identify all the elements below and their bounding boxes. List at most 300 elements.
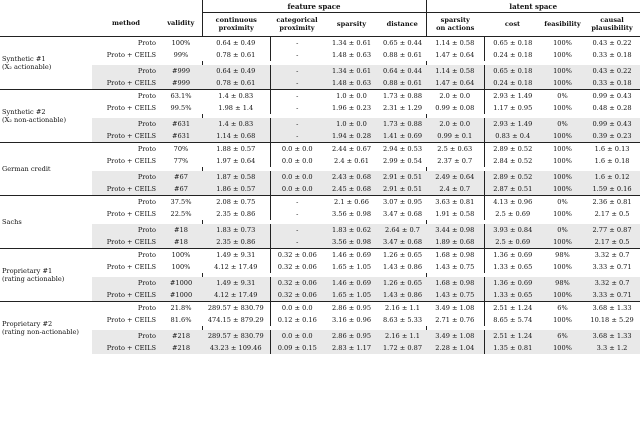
validity-cell: #67: [160, 183, 202, 196]
sparsity-actions-cell: 0.99 ± 0.1: [426, 130, 484, 143]
sparsity-actions-cell: 1.43 ± 0.75: [426, 289, 484, 302]
sparsity-actions-cell: 1.68 ± 0.98: [426, 249, 484, 262]
continuous-proximity-cell: 1.49 ± 9.31: [202, 249, 270, 262]
distance-cell: 2.94 ± 0.53: [379, 143, 426, 156]
cost-cell: 0.83 ± 0.4: [484, 130, 541, 143]
sparsity-cell: 2.86 ± 0.95: [324, 330, 379, 342]
continuous-proximity-cell: 1.4 ± 0.83: [202, 90, 270, 103]
categorical-proximity-cell: 0.0 ± 0.0: [270, 143, 324, 156]
dataset-subtitle: (X₂ non-actionable): [2, 116, 67, 124]
distance-cell: 2.91 ± 0.51: [379, 183, 426, 196]
sparsity-cell: 1.48 ± 0.63: [331, 50, 372, 59]
continuous-proximity-cell: 1.87 ± 0.58: [202, 171, 270, 183]
method-cell: Proto: [92, 90, 160, 103]
continuous-proximity-cell: 1.98 ± 1.4: [202, 102, 270, 114]
method-cell: Proto: [92, 118, 160, 130]
distance-cell: 0.88 ± 0.61: [382, 50, 423, 59]
distance-cell: 1.73 ± 0.88: [379, 118, 426, 130]
continuous-proximity-cell: 0.64 ± 0.49: [202, 65, 270, 77]
method-cell: Proto + CEILS: [92, 77, 160, 90]
validity-cell: 21.8%: [160, 302, 202, 315]
sparsity-cell: 1.48 ± 0.63: [324, 77, 379, 90]
feasibility-cell: 98%: [541, 249, 584, 262]
dataset-name: Proprietary #1: [2, 266, 53, 275]
col-continuous-line1: continuous: [215, 15, 257, 24]
distance-cell: 1.43 ± 0.86: [379, 289, 426, 302]
sparsity-actions-cell: 2.71 ± 0.76: [426, 314, 484, 326]
feasibility-cell: 100%: [553, 262, 572, 271]
validity-cell: #631: [160, 130, 202, 143]
col-cost: cost: [504, 19, 521, 28]
table-row: [0, 155, 640, 167]
dataset-subtitle: (X₂ actionable): [2, 63, 52, 71]
sparsity-actions-cell: 3.49 ± 1.08: [426, 302, 484, 315]
sparsity-actions-cell: 3.63 ± 0.81: [426, 196, 484, 209]
sparsity-cell: 2.1 ± 0.66: [324, 196, 379, 209]
categorical-proximity-cell: 0.0 ± 0.0: [270, 183, 324, 196]
cost-cell: 1.33 ± 0.65: [484, 289, 541, 302]
table-row: [0, 302, 640, 315]
latent-space-header: latent space: [426, 0, 640, 13]
col-categorical-line1: categorical: [276, 15, 318, 24]
validity-cell: #999: [160, 65, 202, 77]
sparsity-cell: 3.56 ± 0.98: [331, 209, 372, 218]
validity-cell: 81.6%: [170, 315, 192, 324]
categorical-proximity-cell: 0.0 ± 0.0: [270, 302, 324, 315]
sparsity-actions-cell: 0.99 ± 0.08: [426, 102, 484, 114]
col-continuous-proximity: [202, 13, 270, 37]
feature-space-header: feature space: [202, 0, 426, 13]
col-causal-line2: plausibility: [591, 23, 633, 32]
categorical-proximity-cell: -: [270, 236, 324, 249]
sparsity-cell: 1.83 ± 0.62: [324, 224, 379, 236]
feasibility-cell: 100%: [541, 183, 584, 196]
continuous-proximity-cell: 0.78 ± 0.61: [202, 49, 270, 61]
method-cell: Proto + CEILS: [92, 183, 160, 196]
continuous-proximity-cell: 1.88 ± 0.57: [202, 143, 270, 156]
distance-cell: 1.26 ± 0.65: [379, 277, 426, 289]
feasibility-cell: 6%: [541, 330, 584, 342]
cost-cell: 3.93 ± 0.84: [484, 224, 541, 236]
validity-cell: #218: [160, 342, 202, 354]
sparsity-cell: 1.34 ± 0.61: [324, 65, 379, 77]
col-causal-plausibility: [584, 13, 640, 37]
cost-cell: 2.5 ± 0.69: [495, 209, 531, 218]
dataset-label: [0, 143, 92, 196]
feasibility-cell: 100%: [541, 171, 584, 183]
feasibility-cell: 100%: [541, 65, 584, 77]
causal-plausibility-cell: 0.99 ± 0.43: [584, 90, 640, 103]
dataset-label: [0, 90, 92, 143]
validity-cell: 22.5%: [170, 209, 192, 218]
cost-cell: 2.89 ± 0.52: [484, 143, 541, 156]
sparsity-cell: 1.0 ± 0.0: [324, 118, 379, 130]
categorical-proximity-cell: -: [270, 196, 324, 209]
sparsity-cell: 1.46 ± 0.69: [324, 277, 379, 289]
col-sparsity-actions-line2: on actions: [436, 23, 475, 32]
continuous-proximity-cell: 0.64 ± 0.49: [202, 37, 270, 50]
feasibility-cell: 0%: [541, 90, 584, 103]
cost-cell: 2.51 ± 1.24: [484, 330, 541, 342]
dataset-header-cell: [0, 13, 92, 37]
causal-plausibility-cell: 2.17 ± 0.5: [594, 209, 630, 218]
distance-cell: 2.64 ± 0.7: [379, 224, 426, 236]
table-row: [0, 77, 640, 90]
method-group-spacer: [92, 0, 160, 13]
table-row: [0, 143, 640, 156]
distance-cell: 1.41 ± 0.69: [379, 130, 426, 143]
feasibility-cell: 100%: [553, 156, 572, 165]
causal-plausibility-cell: 0.48 ± 0.28: [592, 103, 632, 112]
sparsity-cell: 1.94 ± 0.28: [324, 130, 379, 143]
sparsity-cell: 3.56 ± 0.98: [324, 236, 379, 249]
method-cell: Proto: [92, 143, 160, 156]
table-row: [0, 289, 640, 302]
col-causal-line1: causal: [600, 15, 624, 24]
categorical-proximity-cell: 0.09 ± 0.15: [270, 342, 324, 354]
sparsity-actions-cell: 1.89 ± 0.68: [426, 236, 484, 249]
categorical-proximity-cell: 0.32 ± 0.06: [270, 277, 324, 289]
table-row: [0, 118, 640, 130]
causal-plausibility-cell: 1.6 ± 0.12: [584, 171, 640, 183]
causal-plausibility-cell: 0.33 ± 0.18: [592, 50, 632, 59]
cost-cell: 2.93 ± 1.49: [484, 90, 541, 103]
sparsity-cell: 1.65 ± 1.05: [324, 289, 379, 302]
categorical-proximity-cell: -: [270, 90, 324, 103]
categorical-proximity-cell: -: [270, 118, 324, 130]
table-row: [0, 249, 640, 262]
dataset-name: Sachs: [2, 217, 22, 226]
table-row: [0, 330, 640, 342]
sparsity-actions-cell: 1.68 ± 0.98: [426, 277, 484, 289]
sparsity-cell: 2.43 ± 0.68: [324, 171, 379, 183]
distance-cell: 0.64 ± 0.44: [379, 65, 426, 77]
distance-cell: 0.65 ± 0.44: [379, 37, 426, 50]
method-cell: Proto + CEILS: [106, 262, 156, 271]
cost-cell: 2.93 ± 1.49: [484, 118, 541, 130]
sparsity-actions-cell: 2.0 ± 0.0: [426, 90, 484, 103]
continuous-proximity-cell: 474.15 ± 879.29: [202, 314, 270, 326]
method-cell: Proto + CEILS: [92, 130, 160, 143]
continuous-proximity-cell: 1.14 ± 0.68: [202, 130, 270, 143]
causal-plausibility-cell: 0.33 ± 0.18: [584, 77, 640, 90]
sparsity-actions-cell: 2.49 ± 0.64: [426, 171, 484, 183]
cost-cell: 0.65 ± 0.18: [484, 65, 541, 77]
col-sparsity-actions-line1: sparsity: [440, 15, 470, 24]
feasibility-cell: 100%: [541, 77, 584, 90]
table-row: [0, 37, 640, 50]
col-distance: distance: [379, 13, 426, 37]
causal-plausibility-cell: 0.43 ± 0.22: [584, 65, 640, 77]
categorical-proximity-cell: 0.32 ± 0.06: [277, 262, 317, 271]
sparsity-cell: 1.65 ± 1.05: [331, 262, 372, 271]
table-row: [0, 261, 640, 273]
feasibility-cell: 100%: [553, 209, 572, 218]
col-sparsity-on-actions: [426, 13, 484, 37]
continuous-proximity-cell: 4.12 ± 17.49: [202, 261, 270, 273]
categorical-proximity-cell: 0.0 ± 0.0: [270, 171, 324, 183]
causal-plausibility-cell: 3.32 ± 0.7: [584, 249, 640, 262]
col-method: method: [111, 19, 141, 28]
distance-cell: 1.72 ± 0.87: [379, 342, 426, 354]
method-cell: Proto + CEILS: [92, 236, 160, 249]
sparsity-actions-cell: 2.28 ± 1.04: [426, 342, 484, 354]
sparsity-cell: 1.0 ± 0.0: [324, 90, 379, 103]
validity-cell: 100%: [171, 262, 191, 271]
method-cell: Proto: [92, 224, 160, 236]
causal-plausibility-cell: 3.3 ± 1.2: [584, 342, 640, 354]
categorical-proximity-cell: -: [296, 50, 299, 59]
method-cell: Proto: [92, 330, 160, 342]
table-row: [0, 130, 640, 143]
feasibility-cell: 100%: [541, 236, 584, 249]
validity-cell: 63.1%: [160, 90, 202, 103]
categorical-proximity-cell: -: [296, 103, 299, 112]
categorical-proximity-cell: 0.0 ± 0.0: [270, 330, 324, 342]
cost-cell: 1.36 ± 0.69: [484, 277, 541, 289]
sparsity-actions-cell: 1.47 ± 0.64: [426, 77, 484, 90]
distance-cell: 8.63 ± 5.33: [382, 315, 423, 324]
continuous-proximity-cell: 4.12 ± 17.49: [202, 289, 270, 302]
dataset-subtitle: (rating actionable): [2, 275, 65, 283]
cost-cell: 2.84 ± 0.52: [493, 156, 533, 165]
causal-plausibility-cell: 2.17 ± 0.5: [584, 236, 640, 249]
validity-cell: 99.5%: [170, 103, 192, 112]
causal-plausibility-cell: 1.59 ± 0.16: [584, 183, 640, 196]
cost-cell: 0.65 ± 0.18: [484, 37, 541, 50]
table-row: [0, 342, 640, 354]
distance-cell: 1.26 ± 0.65: [379, 249, 426, 262]
validity-cell: #18: [160, 236, 202, 249]
sparsity-actions-cell: 3.44 ± 0.98: [426, 224, 484, 236]
feasibility-cell: 98%: [541, 277, 584, 289]
cost-cell: 2.51 ± 1.24: [484, 302, 541, 315]
feasibility-cell: 6%: [541, 302, 584, 315]
cost-cell: 2.87 ± 0.51: [484, 183, 541, 196]
method-cell: Proto + CEILS: [106, 156, 156, 165]
validity-cell: #631: [160, 118, 202, 130]
sparsity-actions-cell: 2.37 ± 0.7: [426, 155, 484, 167]
causal-plausibility-cell: 2.36 ± 0.81: [584, 196, 640, 209]
continuous-proximity-cell: 43.23 ± 109.46: [202, 342, 270, 354]
sparsity-cell: 2.86 ± 0.95: [324, 302, 379, 315]
sparsity-cell: 1.96 ± 0.23: [331, 103, 372, 112]
feasibility-cell: 100%: [553, 315, 572, 324]
dataset-label: [0, 249, 92, 302]
table-row: [0, 90, 640, 103]
method-cell: Proto + CEILS: [106, 209, 156, 218]
sparsity-cell: 1.34 ± 0.61: [324, 37, 379, 50]
causal-plausibility-cell: 3.33 ± 0.71: [584, 289, 640, 302]
validity-cell: 77%: [173, 156, 189, 165]
causal-plausibility-cell: 2.77 ± 0.87: [584, 224, 640, 236]
causal-plausibility-cell: 0.39 ± 0.23: [584, 130, 640, 143]
categorical-proximity-cell: -: [270, 37, 324, 50]
method-cell: Proto: [92, 37, 160, 50]
cost-cell: 1.36 ± 0.69: [484, 249, 541, 262]
causal-plausibility-cell: 3.68 ± 1.33: [584, 302, 640, 315]
validity-cell: 37.5%: [160, 196, 202, 209]
dataset-name: Proprietary #2: [2, 319, 53, 328]
dataset-name: Synthetic #1: [2, 54, 46, 63]
causal-plausibility-cell: 0.43 ± 0.22: [584, 37, 640, 50]
table-row: [0, 65, 640, 77]
sparsity-cell: 1.46 ± 0.69: [324, 249, 379, 262]
continuous-proximity-cell: 1.49 ± 9.31: [202, 277, 270, 289]
sparsity-cell: 2.83 ± 1.17: [324, 342, 379, 354]
causal-plausibility-cell: 10.18 ± 5.29: [590, 315, 634, 324]
feasibility-cell: 0%: [541, 224, 584, 236]
validity-cell: 99%: [173, 50, 189, 59]
categorical-proximity-cell: 0.32 ± 0.06: [270, 249, 324, 262]
causal-plausibility-cell: 0.99 ± 0.43: [584, 118, 640, 130]
dataset-name: Synthetic #2: [2, 107, 46, 116]
sparsity-cell: 2.45 ± 0.68: [324, 183, 379, 196]
method-cell: Proto: [92, 277, 160, 289]
method-cell: Proto: [92, 196, 160, 209]
sparsity-actions-cell: 2.5 ± 0.63: [426, 143, 484, 156]
validity-cell: 100%: [160, 37, 202, 50]
dataset-label: [0, 302, 92, 355]
causal-plausibility-cell: 1.6 ± 0.18: [594, 156, 630, 165]
categorical-proximity-cell: -: [270, 130, 324, 143]
categorical-proximity-cell: -: [296, 209, 299, 218]
distance-cell: 2.16 ± 1.1: [379, 330, 426, 342]
col-categorical-line2: proximity: [279, 23, 315, 32]
validity-group-spacer: [160, 0, 202, 13]
continuous-proximity-cell: 289.57 ± 830.79: [202, 330, 270, 342]
categorical-proximity-cell: -: [270, 224, 324, 236]
validity-cell: #218: [160, 330, 202, 342]
validity-cell: 70%: [160, 143, 202, 156]
validity-cell: #999: [160, 77, 202, 90]
col-categorical-proximity: [270, 13, 324, 37]
sparsity-actions-cell: 2.0 ± 0.0: [426, 118, 484, 130]
continuous-proximity-cell: 289.57 ± 830.79: [202, 302, 270, 315]
validity-cell: 100%: [160, 249, 202, 262]
sparsity-cell: 2.44 ± 0.67: [324, 143, 379, 156]
causal-plausibility-cell: 3.33 ± 0.71: [592, 262, 632, 271]
continuous-proximity-cell: 2.35 ± 0.86: [202, 208, 270, 220]
cost-cell: 1.33 ± 0.65: [493, 262, 533, 271]
continuous-proximity-cell: 2.08 ± 0.75: [202, 196, 270, 209]
sparsity-actions-cell: 1.14 ± 0.58: [426, 65, 484, 77]
table-row: [0, 171, 640, 183]
table-row: [0, 183, 640, 196]
sparsity-cell: 2.4 ± 0.61: [334, 156, 369, 165]
causal-plausibility-cell: 3.32 ± 0.7: [584, 277, 640, 289]
validity-cell: #18: [160, 224, 202, 236]
categorical-proximity-cell: -: [270, 77, 324, 90]
feasibility-cell: 100%: [541, 143, 584, 156]
dataset-label: [0, 196, 92, 249]
method-cell: Proto: [92, 249, 160, 262]
feasibility-cell: 0%: [541, 196, 584, 209]
categorical-proximity-cell: 0.32 ± 0.06: [270, 289, 324, 302]
validity-cell: #67: [160, 171, 202, 183]
sparsity-actions-cell: 2.4 ± 0.7: [426, 183, 484, 196]
distance-cell: 0.88 ± 0.61: [379, 77, 426, 90]
method-cell: Proto + CEILS: [92, 289, 160, 302]
distance-cell: 3.47 ± 0.68: [379, 236, 426, 249]
dataset-subtitle: (rating non-actionable): [2, 328, 80, 336]
feasibility-cell: 100%: [541, 130, 584, 143]
table-row: [0, 314, 640, 326]
col-feasibility: feasibility: [544, 19, 581, 28]
table-row: [0, 277, 640, 289]
table-row: [0, 102, 640, 114]
cost-cell: 2.5 ± 0.69: [484, 236, 541, 249]
feasibility-cell: 100%: [541, 289, 584, 302]
method-cell: Proto: [92, 65, 160, 77]
cost-cell: 4.13 ± 0.96: [484, 196, 541, 209]
method-cell: Proto + CEILS: [106, 315, 156, 324]
causal-plausibility-cell: 3.68 ± 1.33: [584, 330, 640, 342]
distance-cell: 2.16 ± 1.1: [379, 302, 426, 315]
dataset-label: [0, 37, 92, 90]
continuous-proximity-cell: 1.83 ± 0.73: [202, 224, 270, 236]
sparsity-cell: 3.16 ± 0.96: [331, 315, 372, 324]
continuous-proximity-cell: 0.78 ± 0.61: [202, 77, 270, 90]
feasibility-cell: 100%: [541, 342, 584, 354]
distance-cell: 3.07 ± 0.95: [379, 196, 426, 209]
causal-plausibility-cell: 1.6 ± 0.13: [584, 143, 640, 156]
table-row: [0, 236, 640, 249]
categorical-proximity-cell: -: [270, 65, 324, 77]
cost-cell: 1.17 ± 0.95: [493, 103, 533, 112]
sparsity-actions-cell: 1.47 ± 0.64: [426, 49, 484, 61]
table-row: [0, 224, 640, 236]
feasibility-cell: 100%: [541, 37, 584, 50]
distance-cell: 2.99 ± 0.54: [382, 156, 423, 165]
categorical-proximity-cell: 0.12 ± 0.16: [277, 315, 317, 324]
table-row: [0, 208, 640, 220]
dataset-column-header: [0, 0, 92, 13]
method-cell: Proto + CEILS: [92, 342, 160, 354]
continuous-proximity-cell: 2.35 ± 0.86: [202, 236, 270, 249]
categorical-proximity-cell: 0.0 ± 0.0: [281, 156, 313, 165]
distance-cell: 1.43 ± 0.86: [382, 262, 423, 271]
cost-cell: 0.24 ± 0.18: [493, 50, 533, 59]
method-cell: Proto: [92, 302, 160, 315]
table-row: [0, 49, 640, 61]
table-row: [0, 196, 640, 209]
distance-cell: 3.47 ± 0.68: [382, 209, 423, 218]
cost-cell: 1.35 ± 0.81: [484, 342, 541, 354]
table-body: [0, 37, 640, 355]
feasibility-cell: 0%: [541, 118, 584, 130]
continuous-proximity-cell: 1.4 ± 0.83: [202, 118, 270, 130]
dataset-name: German credit: [2, 164, 51, 173]
feasibility-cell: 100%: [553, 50, 572, 59]
sparsity-actions-cell: 1.14 ± 0.58: [426, 37, 484, 50]
distance-cell: 2.31 ± 1.29: [382, 103, 423, 112]
distance-cell: 1.73 ± 0.88: [379, 90, 426, 103]
cost-cell: 2.89 ± 0.52: [484, 171, 541, 183]
validity-cell: #1000: [160, 277, 202, 289]
cost-cell: 0.24 ± 0.18: [484, 77, 541, 90]
col-validity: validity: [160, 13, 202, 37]
sparsity-actions-cell: 1.91 ± 0.58: [426, 208, 484, 220]
method-cell: Proto: [92, 171, 160, 183]
cost-cell: 8.65 ± 5.74: [493, 315, 533, 324]
col-continuous-line2: proximity: [218, 23, 254, 32]
continuous-proximity-cell: 1.97 ± 0.64: [202, 155, 270, 167]
validity-cell: #1000: [160, 289, 202, 302]
col-sparsity: sparsity: [336, 19, 367, 28]
distance-cell: 2.91 ± 0.51: [379, 171, 426, 183]
method-cell: Proto + CEILS: [106, 103, 156, 112]
